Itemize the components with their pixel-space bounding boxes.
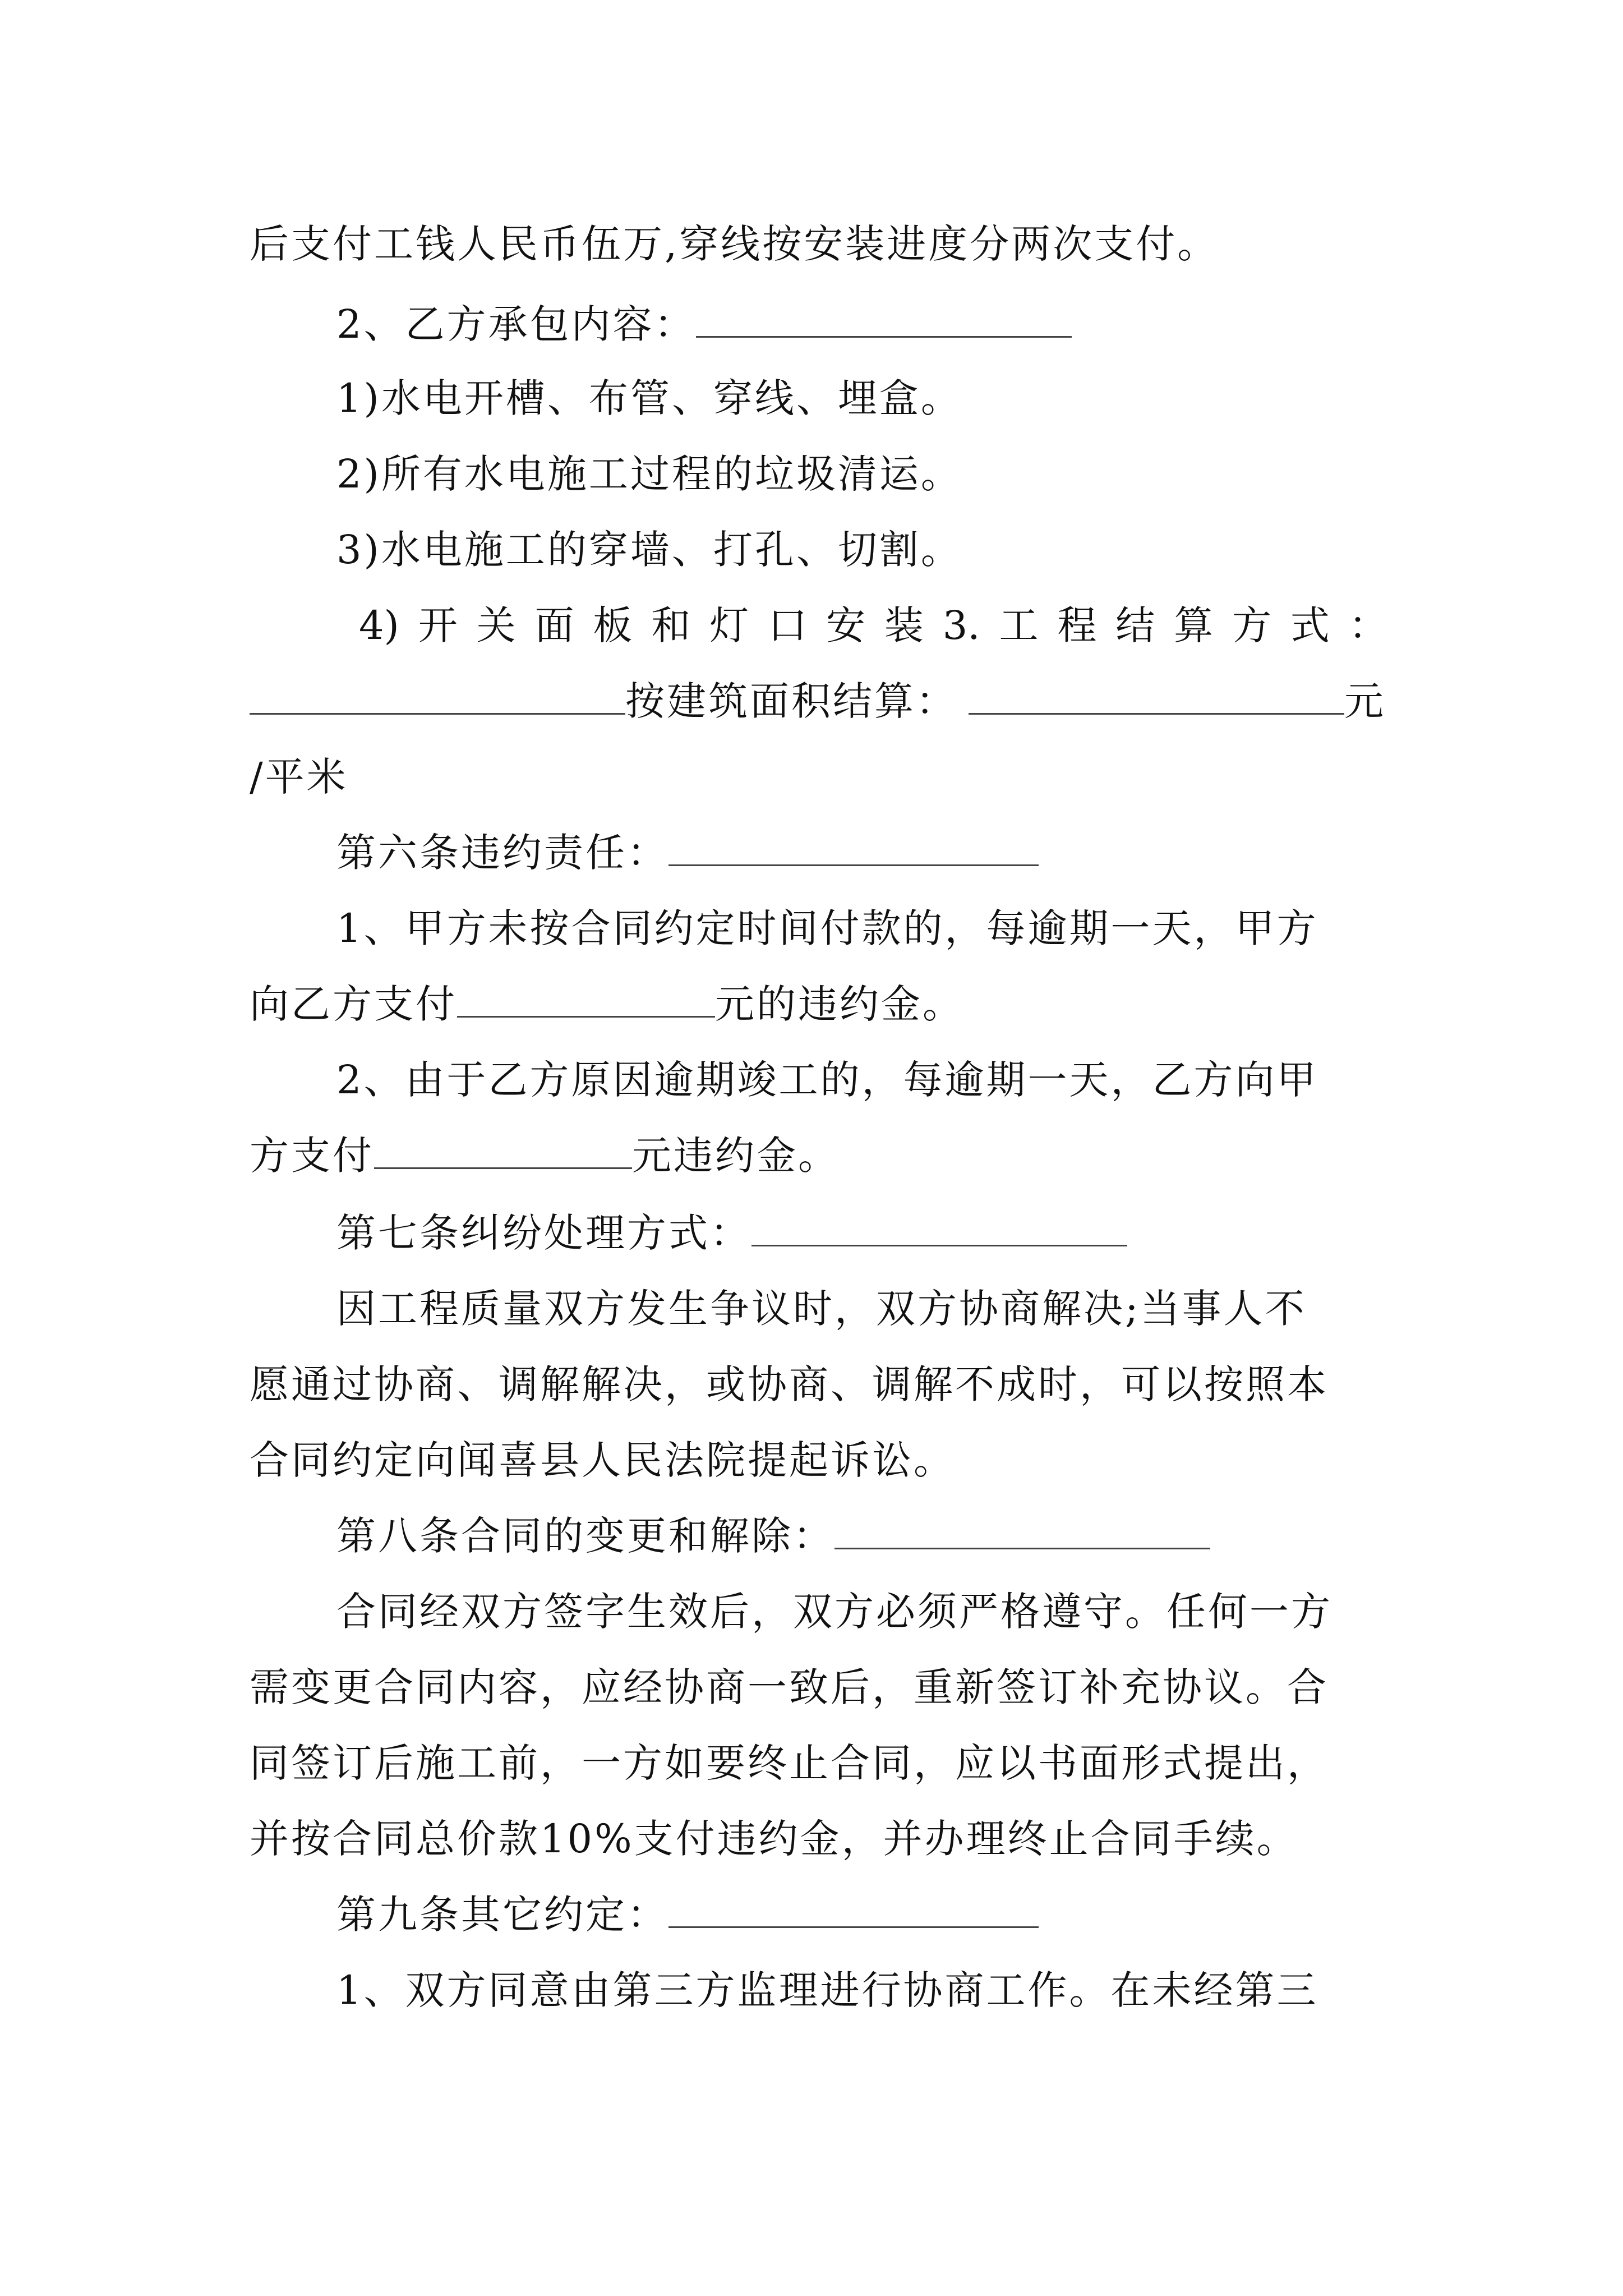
line-char: 结: [1115, 602, 1155, 648]
line-text: 合同经双方签字生效后，双方必须严格遵守。任何一方: [336, 1589, 1332, 1635]
text-line: [336, 370, 1388, 426]
text-line: [336, 1887, 1388, 1943]
text-line: [336, 1052, 1388, 1108]
text-line: [250, 749, 1388, 805]
fill-in-blank[interactable]: [457, 983, 715, 1018]
text-line: [250, 1735, 1388, 1791]
line-text: 1)水电开槽、布管、穿线、埋盒。: [336, 375, 962, 421]
line-text: 同签订后施工前，一方如要终止合同，应以书面形式提出，: [250, 1740, 1329, 1786]
line-text: 第六条违约责任：: [336, 830, 668, 876]
line-text: 3)水电施工的穿墙、打孔、切割。: [336, 527, 962, 573]
line-text: 2)所有水电施工过程的垃圾清运。: [336, 451, 962, 497]
line-text: 合同约定向闻喜县人民法院提起诉讼。: [250, 1437, 955, 1483]
line-char: 安: [826, 602, 865, 648]
text-line: [250, 976, 1388, 1032]
text-line: [250, 216, 1388, 272]
fill-in-blank[interactable]: [374, 1135, 632, 1169]
text-line: [336, 1584, 1388, 1640]
line-text: 第九条其它约定：: [336, 1892, 668, 1938]
text-line: [250, 1128, 1388, 1184]
text-line: [250, 1432, 1388, 1488]
line-char: 灯: [709, 602, 749, 648]
line-text: 并按合同总价款10%支付违约金，并办理终止合同手续。: [250, 1816, 1298, 1862]
line-char: 关: [476, 602, 516, 648]
text-line: [336, 522, 1388, 578]
text-line: [336, 1508, 1388, 1564]
line-text: 按建筑面积结算：: [625, 678, 957, 724]
line-text: 方支付: [250, 1133, 374, 1179]
line-text: /平米: [250, 754, 348, 800]
text-line: [250, 1356, 1388, 1412]
text-line: [336, 1281, 1388, 1337]
fill-in-blank[interactable]: [969, 680, 1344, 715]
line-text: 因工程质量双方发生争议时，双方协商解决;当事人不: [336, 1286, 1307, 1332]
line-char: 开: [418, 602, 458, 648]
fill-in-blank[interactable]: [250, 680, 625, 715]
line-char: 程: [1057, 602, 1097, 648]
line-text: 愿通过协商、调解解决，或协商、调解不成时，可以按照本: [250, 1361, 1329, 1407]
line-text: 1、甲方未按合同约定时间付款的，每逾期一天，甲方: [336, 905, 1318, 951]
fill-in-blank[interactable]: [668, 832, 1039, 866]
text-line: [336, 825, 1388, 881]
fill-in-blank[interactable]: [696, 303, 1072, 338]
text-line: [250, 1811, 1388, 1867]
line-char: 面: [534, 602, 574, 648]
text-line: [336, 296, 1388, 352]
fill-in-blank[interactable]: [751, 1212, 1127, 1246]
line-char: 装: [884, 602, 924, 648]
line-char: 工: [999, 602, 1039, 648]
line-char: 口: [768, 602, 808, 648]
fill-in-blank[interactable]: [668, 1894, 1039, 1928]
line-char: 板: [593, 602, 633, 648]
fill-in-blank[interactable]: [834, 1515, 1210, 1549]
text-line: [336, 900, 1388, 956]
line-char: 3.: [942, 602, 980, 648]
line-char: 式: [1290, 602, 1330, 648]
text-line: [336, 1205, 1388, 1261]
line-text: 元的违约金。: [715, 981, 964, 1027]
text-line: [336, 446, 1388, 502]
line-text: 第七条纠纷处理方式：: [336, 1210, 751, 1256]
text-line: [250, 673, 1388, 729]
line-text: 第八条合同的变更和解除：: [336, 1513, 834, 1559]
text-line: [250, 1659, 1388, 1715]
line-char: ：: [1348, 602, 1388, 648]
line-text: 向乙方支付: [250, 981, 457, 1027]
line-char: 4): [359, 602, 399, 648]
text-line: [336, 1962, 1388, 2018]
line-text: 2、乙方承包内容：: [336, 301, 696, 347]
line-text: 2、由于乙方原因逾期竣工的，每逾期一天，乙方向甲: [336, 1057, 1318, 1103]
line-char: 方: [1232, 602, 1272, 648]
line-text: 元: [1344, 678, 1386, 724]
line-text: 后支付工钱人民币伍万,穿线按安装进度分两次支付。: [250, 221, 1219, 267]
line-text: 元违约金。: [632, 1133, 840, 1179]
line-char: 算: [1174, 602, 1214, 648]
line-text: 需变更合同内容，应经协商一致后，重新签订补充协议。合: [250, 1664, 1329, 1710]
line-char: 和: [651, 602, 691, 648]
line-text: 1、双方同意由第三方监理进行协商工作。在未经第三: [336, 1967, 1318, 2013]
text-line-justified: [359, 597, 1388, 654]
